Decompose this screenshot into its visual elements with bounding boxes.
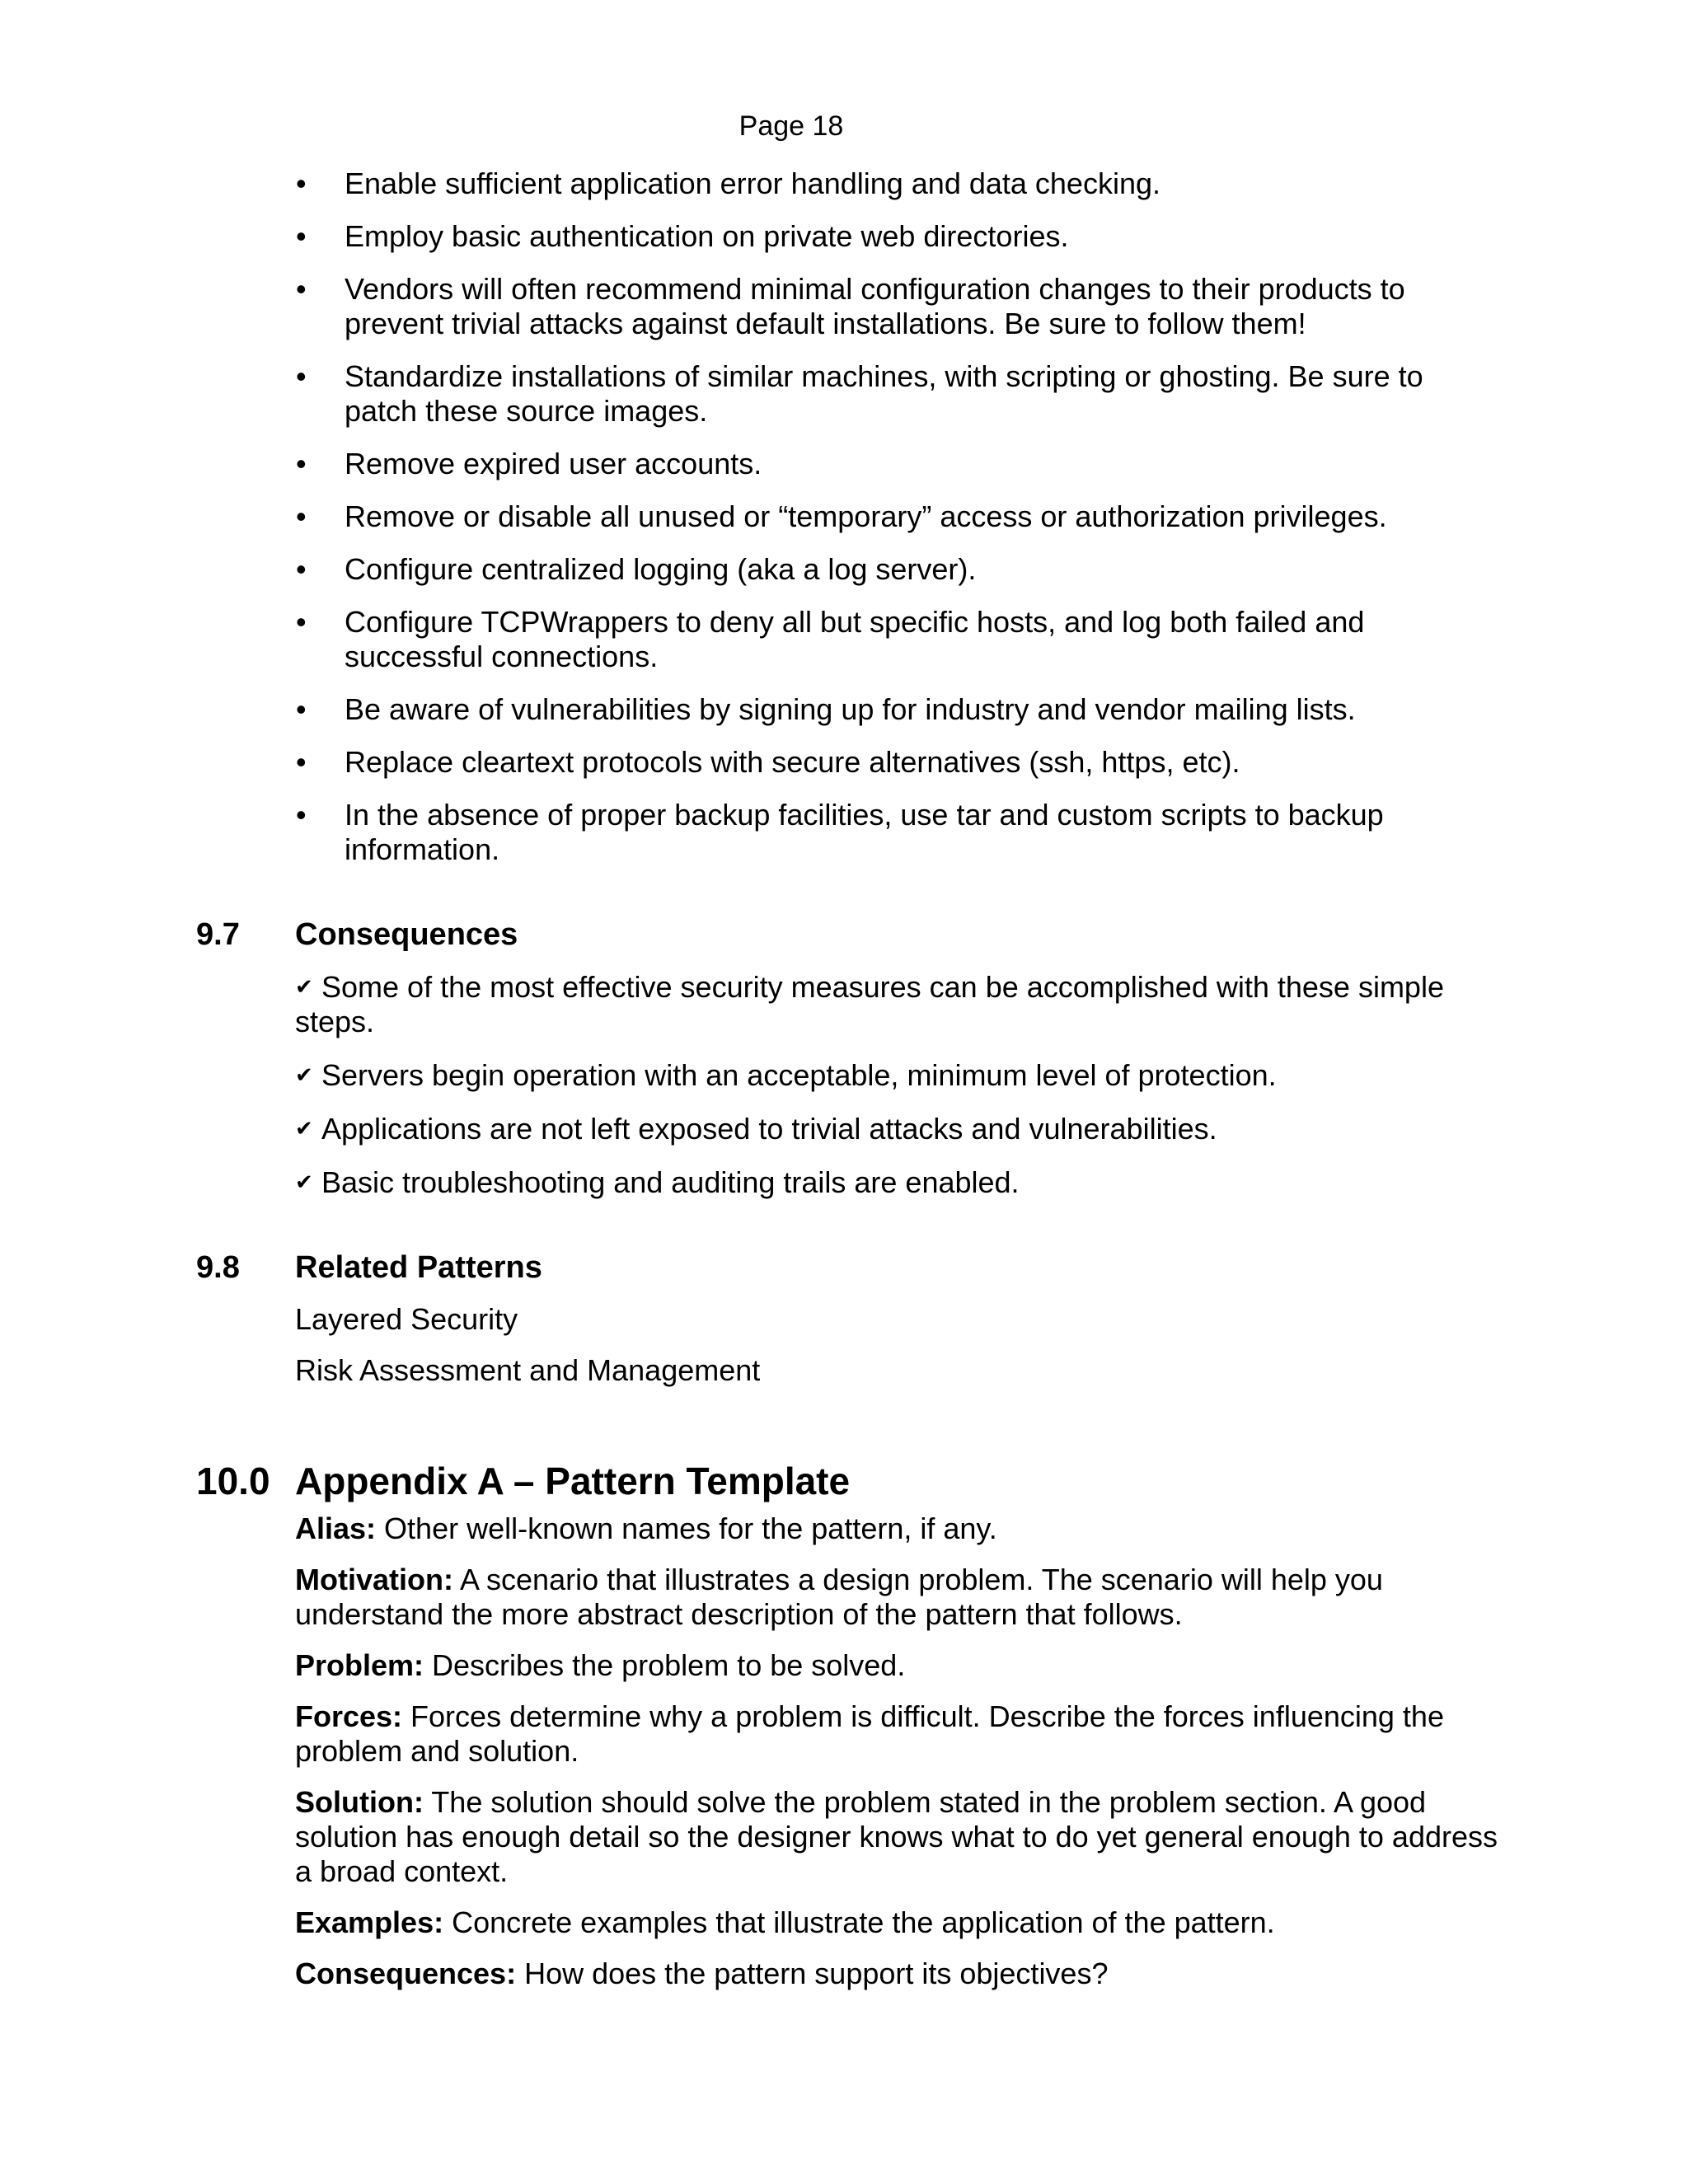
field-label: Solution: [295,1785,424,1819]
checkmark-icon: ✔ [295,974,313,999]
template-field [295,1785,1498,1889]
list-item-text: Configure TCPWrappers to deny all but specific hosts, and log both failed and successful connections. [345,605,1365,673]
section-body [295,1302,1498,1388]
list-item-text: Be aware of vulnerabilities by signing up for industry and vendor mailing lists. [345,692,1356,726]
template-field [295,1511,1498,1546]
section-number: 9.7 [196,917,240,952]
section-body [295,1511,1498,1991]
template-field [295,1563,1498,1632]
field-label: Problem: [295,1648,424,1682]
section-title: Consequences [295,917,518,952]
list-item-text: Vendors will often recommend minimal configuration changes to their products to prevent trivial attacks against default installations. Be sure to follow them! [345,272,1405,340]
checkmark-icon: ✔ [295,1116,313,1141]
bullet-list [288,166,1484,885]
field-description: How does the pattern support its objectives? [516,1957,1109,1990]
bullet-icon: • [296,359,307,393]
bullet-icon: • [296,692,307,726]
section-heading [196,916,1498,953]
list-item [288,447,1484,481]
section-title: Appendix A – Pattern Template [295,1460,851,1502]
section-heading [196,1249,1498,1286]
bullet-icon: • [296,272,307,306]
related-pattern-item: Risk Assessment and Management [295,1353,761,1387]
list-item-text: Replace cleartext protocols with secure alternatives (ssh, https, etc). [345,745,1240,779]
field-description: Forces determine why a problem is difficult. Describe the forces influencing the problem and solution. [295,1699,1444,1768]
bullet-icon: • [296,745,307,779]
field-description: Describes the problem to be solved. [424,1648,906,1682]
check-item-text: Servers begin operation with an acceptable, minimum level of protection. [321,1058,1277,1092]
list-item-text: Configure centralized logging (aka a log server). [345,552,977,586]
field-label: Motivation: [295,1563,453,1596]
list-item-text: Enable sufficient application error handling and data checking. [345,166,1160,200]
check-item [295,1165,1498,1200]
check-item [295,1111,1498,1146]
template-field [295,1699,1498,1769]
list-item [288,692,1484,727]
section-body [295,969,1498,1200]
section-consequences [196,916,1498,1218]
checkmark-icon: ✔ [295,1169,313,1194]
bullet-icon: • [296,552,307,586]
field-description: Concrete examples that illustrate the application of the pattern. [443,1905,1275,1939]
check-item-text: Applications are not left exposed to trivial attacks and vulnerabilities. [321,1112,1217,1146]
field-description: The solution should solve the problem stated in the problem section. A good solution has enough detail so the designer knows what to do yet general enough to address a broad context. [295,1785,1498,1888]
list-item-text: Employ basic authentication on private web directories. [345,219,1069,253]
list-item [288,552,1484,587]
section-title: Related Patterns [295,1250,542,1285]
page-number: Page 18 [738,110,844,142]
bullet-icon: • [296,166,307,200]
template-field [295,1648,1498,1683]
checkmark-icon: ✔ [295,1062,313,1087]
template-field [295,1905,1498,1940]
list-item-text: In the absence of proper backup facilities, use tar and custom scripts to backup information. [345,798,1384,866]
bullet-icon: • [296,605,307,639]
section-number: 9.8 [196,1250,240,1285]
related-pattern-item: Layered Security [295,1302,518,1336]
field-description: Other well-known names for the pattern, if any. [376,1511,997,1545]
field-label: Forces: [295,1699,403,1733]
field-label: Alias: [295,1511,377,1545]
field-label: Examples: [295,1905,444,1939]
section-heading [196,1459,1498,1503]
bullet-icon: • [296,447,307,480]
field-description: A scenario that illustrates a design problem. The scenario will help you understand the more abstract description of the pattern that follows. [295,1563,1383,1631]
template-field [295,1957,1498,1991]
list-item [288,499,1484,534]
section-related-patterns [196,1249,1498,1404]
list-item-text: Remove or disable all unused or “temporary” access or authorization privileges. [345,499,1387,533]
bullet-icon: • [296,798,307,832]
list-item [288,166,1484,201]
list-item [288,359,1484,429]
section-number: 10.0 [196,1460,270,1502]
list-item [288,605,1484,674]
list-item-text: Standardize installations of similar machines, with scripting or ghosting. Be sure to patch these source images. [345,359,1423,428]
list-item-text: Remove expired user accounts. [345,447,762,480]
list-item [288,798,1484,867]
list-item [288,745,1484,780]
check-item [295,969,1498,1039]
bullet-icon: • [296,499,307,533]
section-appendix-a [196,1459,1498,2008]
bullet-icon: • [296,219,307,253]
list-item [288,272,1484,341]
check-item [295,1057,1498,1093]
check-item-text: Basic troubleshooting and auditing trails are enabled. [321,1165,1020,1199]
field-label: Consequences: [295,1957,517,1990]
check-item-text: Some of the most effective security measures can be accomplished with these simple steps. [295,970,1444,1038]
list-item [288,219,1484,254]
